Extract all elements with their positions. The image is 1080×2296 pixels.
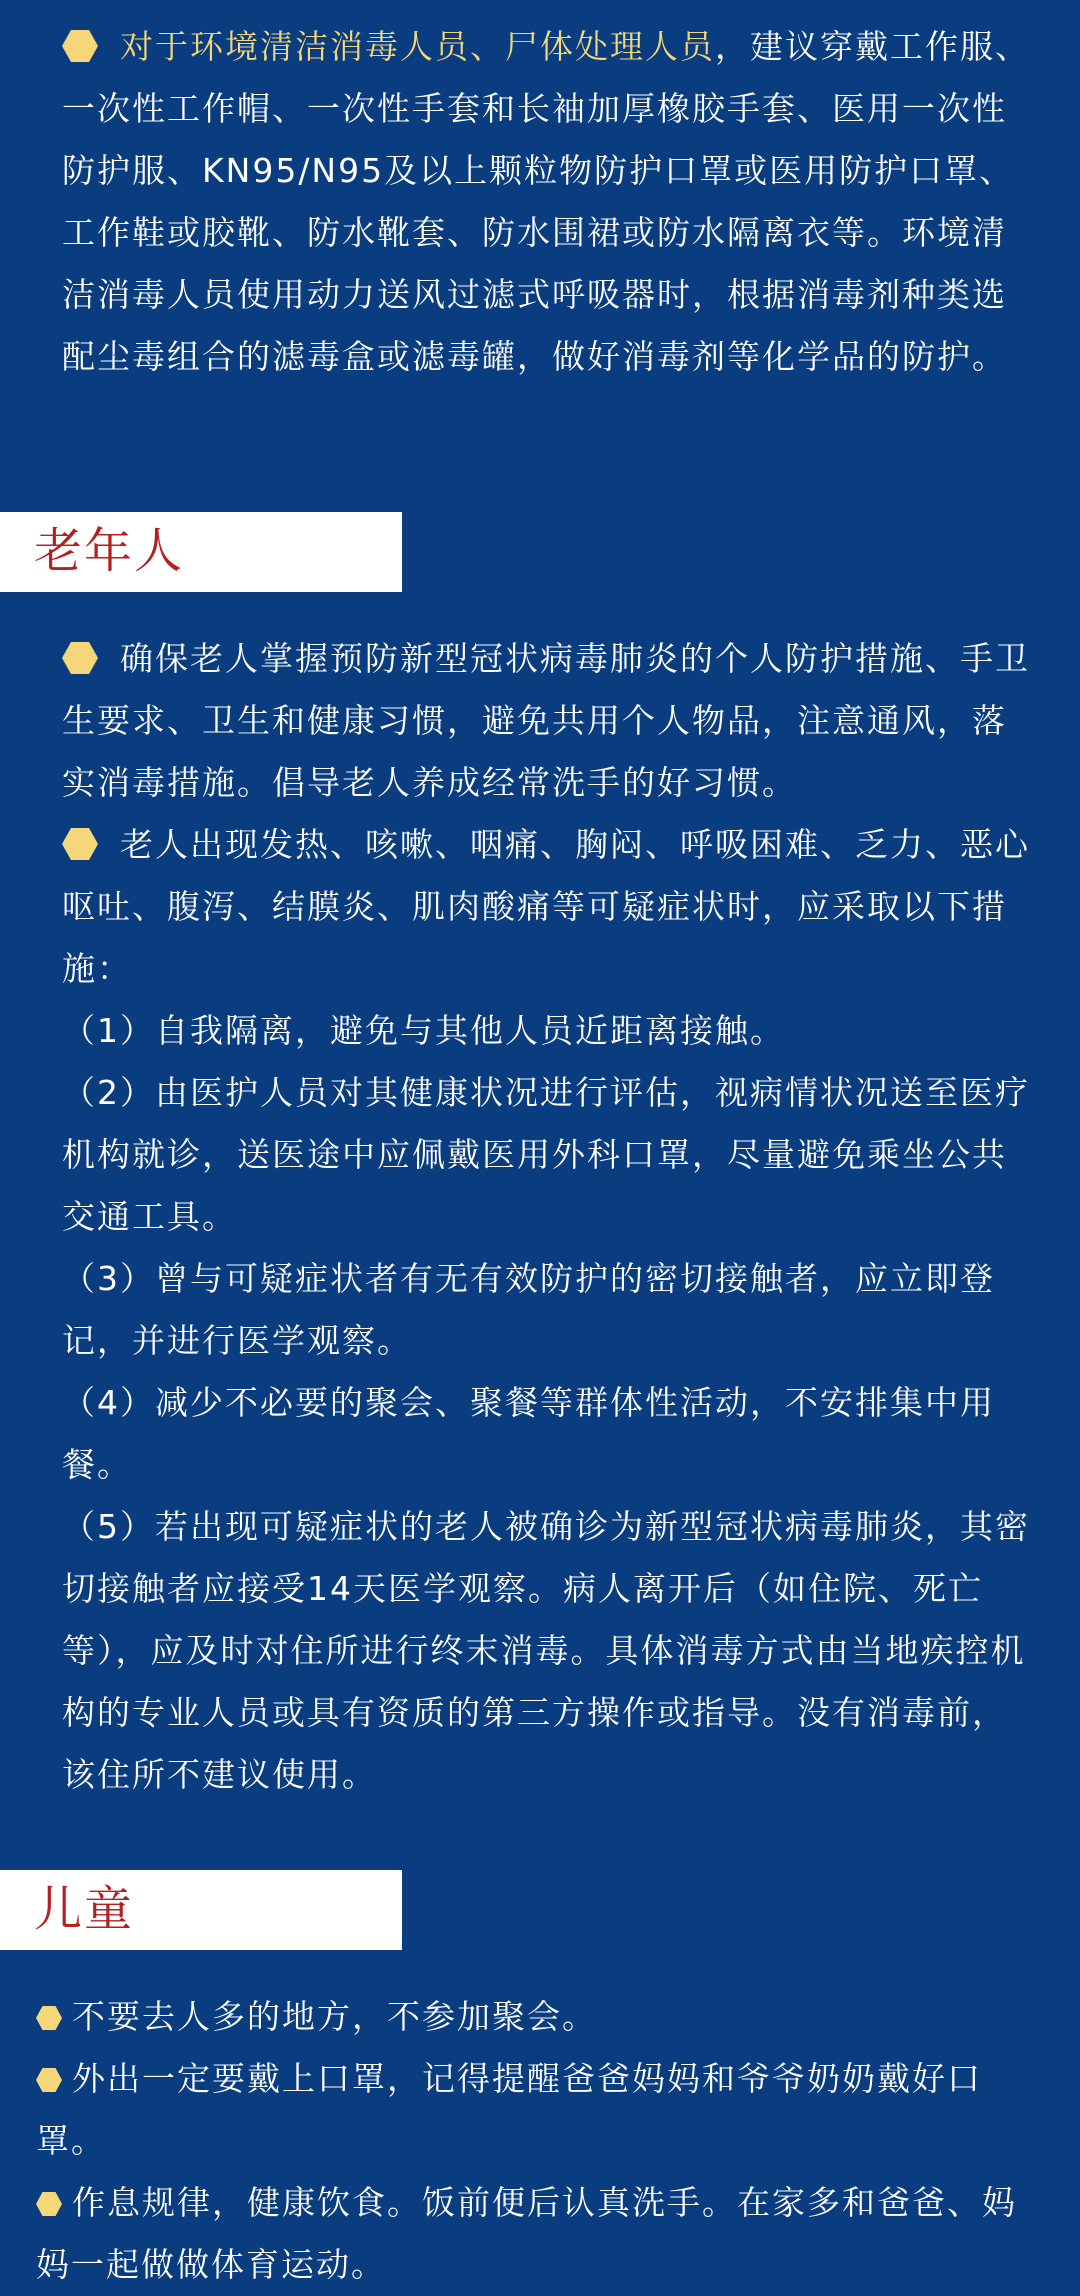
hexagon-bullet-icon [36, 2006, 62, 2030]
hexagon-bullet-icon [62, 642, 98, 674]
highlight-text: 对于环境清洁消毒人员、尸体处理人员 [120, 27, 715, 66]
hexagon-bullet-icon [36, 2192, 62, 2216]
measure-text: （2）由医护人员对其健康状况进行评估，视病情状况送至医疗机构就诊，送医途中应佩戴医用外科口罩，尽量避免乘坐公共交通工具。 [62, 1073, 1030, 1236]
list-item-text: 外出一定要戴上口罩，记得提醒爸爸妈妈和爷爷奶奶戴好口罩。 [36, 2059, 982, 2160]
hexagon-bullet-icon [62, 30, 98, 62]
section-heading-children [0, 1870, 402, 1950]
list-item-text: 作息规律，健康饮食。饭前便后认真洗手。在家多和爸爸、妈妈一起做做体育运动。 [36, 2183, 1017, 2284]
cleaning-staff-paragraph [62, 16, 1037, 388]
measure-text: （3）曾与可疑症状者有无有效防护的密切接触者，应立即登记，并进行医学观察。 [62, 1259, 995, 1360]
measure-4 [62, 1372, 1037, 1496]
hexagon-bullet-icon [36, 2068, 62, 2092]
measure-3 [62, 1248, 1037, 1372]
list-item-text: 不要去人多的地方，不参加聚会。 [72, 1997, 597, 2036]
measure-5 [62, 1496, 1037, 1806]
children-item-1 [36, 1986, 1036, 2048]
measure-text: （1）自我隔离，避免与其他人员近距离接触。 [62, 1011, 785, 1050]
measure-1 [62, 1000, 1037, 1062]
paragraph-text: ，建议穿戴工作服、一次性工作帽、一次性手套和长袖加厚橡胶手套、医用一次性防护服、KN95/N95及以上颗粒物防护口罩或医用防护口罩、工作鞋或胶靴、防水靴套、防水围裙或防水隔离衣等。环境清洁消毒人员使用动力送风过滤式呼吸器时，根据消毒剂种类选配尘毒组合的滤毒盒或滤毒罐，做好消毒剂等化学品的防护。 [62, 27, 1030, 376]
measure-2 [62, 1062, 1037, 1248]
measure-text: （4）减少不必要的聚会、聚餐等群体性活动，不安排集中用餐。 [62, 1383, 995, 1484]
paragraph-text: 确保老人掌握预防新型冠状病毒肺炎的个人防护措施、手卫生要求、卫生和健康习惯，避免共用个人物品，注意通风，落实消毒措施。倡导老人养成经常洗手的好习惯。 [62, 639, 1030, 802]
elderly-bullet-2 [62, 814, 1037, 1000]
hexagon-bullet-icon [62, 828, 98, 860]
measure-text: （5）若出现可疑症状的老人被确诊为新型冠状病毒肺炎，其密切接触者应接受14天医学观察。病人离开后（如住院、死亡等），应及时对住所进行终末消毒。具体消毒方式由当地疾控机构的专业人员或具有资质的第三方操作或指导。没有消毒前，该住所不建议使用。 [62, 1507, 1030, 1794]
elderly-bullet-1 [62, 628, 1037, 814]
children-item-3 [36, 2172, 1036, 2296]
section-heading-elderly [0, 512, 402, 592]
section-heading-text: 儿童 [34, 1881, 135, 1937]
children-item-2 [36, 2048, 1036, 2172]
paragraph-text: 老人出现发热、咳嗽、咽痛、胸闷、呼吸困难、乏力、恶心呕吐、腹泻、结膜炎、肌肉酸痛等可疑症状时，应采取以下措施： [62, 825, 1030, 988]
section-heading-text: 老年人 [34, 523, 185, 579]
